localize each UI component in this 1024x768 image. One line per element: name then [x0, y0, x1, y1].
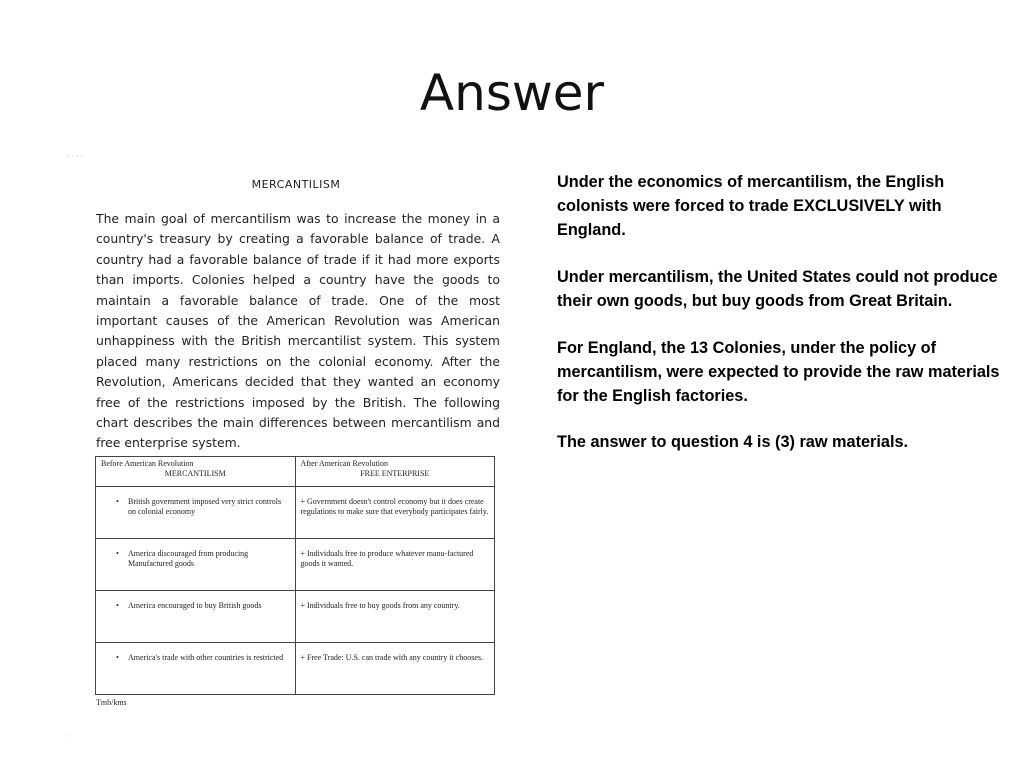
scan-artifact-top: · · · ·	[66, 152, 84, 161]
table-cell-left: • America encouraged to buy British goods	[96, 591, 296, 643]
table-header-row	[96, 457, 495, 487]
header-left-sub: MERCANTILISM	[164, 469, 226, 478]
document-footer-initials: Tmb/kms	[96, 698, 127, 707]
table-cell-left: • America's trade with other countries is restricted	[96, 643, 296, 695]
document-paragraph: The main goal of mercantilism was to increase the money in a country's treasury by creating a favorable balance of trade. A country had a favorable balance of trade if it had more exports than imports. Colonies helped a country have the goods to maintain a favorable balance of trade. One of the most important causes of the American Revolution was American unhappiness with the British mercantilist system. This system placed many restrictions on the colonial economy. After the Revolution, Americans decided that they wanted an economy free of the restrictions imposed by the British. The following chart describes the main differences between mercantilism and free enterprise system.	[96, 211, 500, 451]
comparison-table	[95, 456, 495, 695]
table-cell-left: • America discouraged from producing Manufactured goods	[96, 539, 296, 591]
table-row	[96, 539, 495, 591]
header-left-top: Before American Revolution	[101, 459, 194, 468]
answer-paragraph-2: Under mercantilism, the United States could not produce their own goods, but buy goods from Great Britain.	[557, 268, 998, 310]
table-cell-left: • British government imposed very strict controls on colonial economy	[96, 487, 296, 539]
table-cell-right: + Individuals free to produce whatever manu-factured goods it wanted.	[295, 539, 495, 591]
scanned-document	[60, 148, 500, 748]
answer-paragraph-4: The answer to question 4 is (3) raw materials.	[557, 433, 909, 451]
header-free-enterprise	[295, 457, 495, 487]
document-heading: MERCANTILISM	[251, 178, 341, 191]
scan-artifact-bottom: ·	[66, 732, 69, 741]
table-row	[96, 643, 495, 695]
header-right-sub: FREE ENTERPRISE	[360, 469, 430, 478]
answer-text-column	[557, 170, 1002, 477]
table-cell-right: + Government doesn't control economy but it does create regulations to make sure that everybody participates fairly.	[295, 487, 495, 539]
header-mercantilism	[96, 457, 296, 487]
answer-paragraph-1: Under the economics of mercantilism, the English colonists were forced to trade EXCLUSIVELY with England.	[557, 173, 945, 239]
table-row	[96, 487, 495, 539]
table-cell-right: + Individuals free to buy goods from any country.	[295, 591, 495, 643]
answer-paragraph-3: For England, the 13 Colonies, under the policy of mercantilism, were expected to provide the raw materials for the English factories.	[557, 339, 1000, 405]
table-row	[96, 591, 495, 643]
table-cell-right: + Free Trade: U.S. can trade with any country it chooses.	[295, 643, 495, 695]
header-right-top: After American Revolution	[300, 459, 389, 468]
slide-title: Answer	[419, 64, 605, 122]
